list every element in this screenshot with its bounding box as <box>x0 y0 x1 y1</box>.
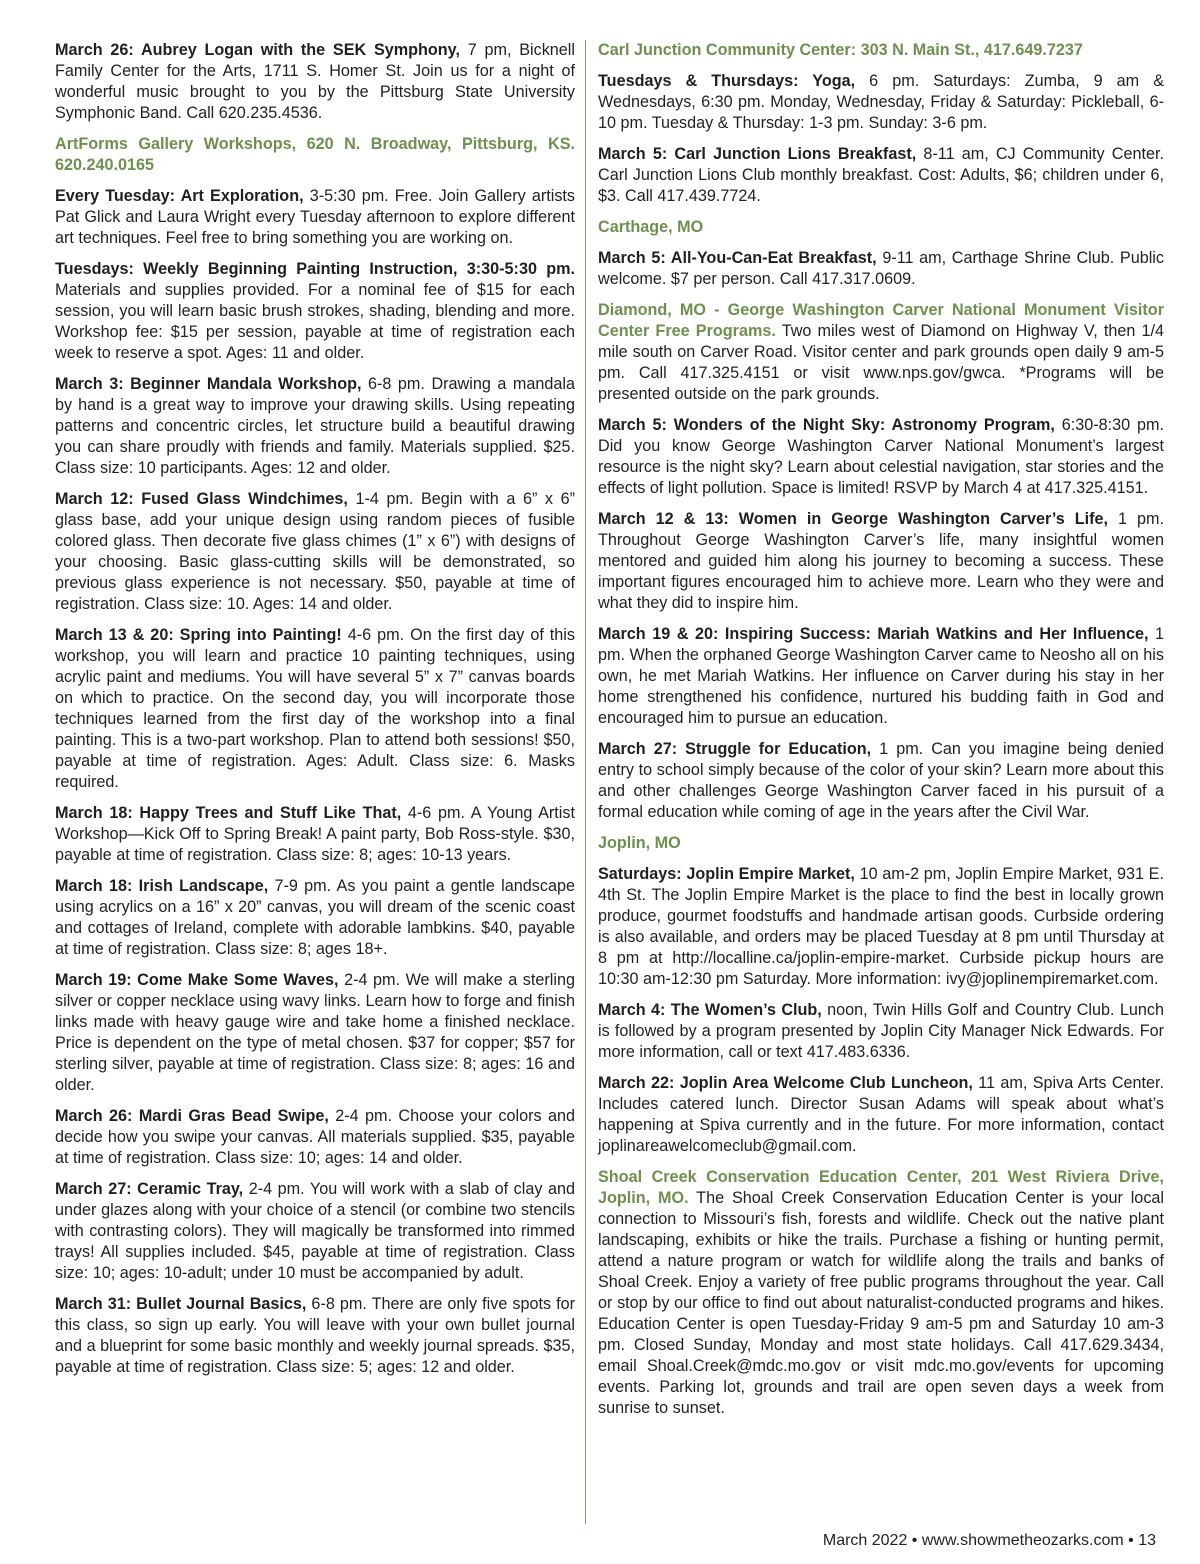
venue-title: Diamond, MO - George Washington Carver National Monument Visitor Center Free Programs. <box>598 301 1164 340</box>
venue-heading <box>598 1167 1164 1419</box>
event-title: March 18: Irish Landscape, <box>55 877 269 895</box>
venue-title: Carthage, MO <box>598 218 704 236</box>
event-title: Saturdays: Joplin Empire Market, <box>598 865 855 883</box>
venue-heading <box>598 833 1164 854</box>
event-body: 6 pm. Saturdays: Zumba, 9 am & Wednesdays, 6:30 pm. Monday, Wednesday, Friday & Saturday: Pickleball, 6-10 pm. Tuesday & Thursday: 1-3 pm. Sunday: 3-6 pm. <box>598 72 1164 132</box>
event-title: March 5: All-You-Can-Eat Breakfast, <box>598 249 877 267</box>
event-body: 6:30-8:30 pm. Did you know George Washington Carver National Monument’s largest resource is the night sky? Learn about celestial navigation, star stories and the effects of light pollution. Space is limited! RSVP by March 4 at 417.325.4151. <box>598 416 1164 497</box>
event-title: Tuesdays: Weekly Beginning Painting Instruction, 3:30-5:30 pm. <box>55 260 575 278</box>
event-title: March 18: Happy Trees and Stuff Like That, <box>55 804 402 822</box>
event-entry <box>598 509 1164 614</box>
event-body: Materials and supplies provided. For a nominal fee of $15 for each session, you will learn basic brush strokes, shading, blending and more. Workshop fee: $15 per session, payable at time of registration each week to reserve a spot. Ages: 11 and older. <box>55 281 575 362</box>
event-entry <box>598 71 1164 134</box>
venue-title: Carl Junction Community Center: 303 N. Main St., 417.649.7237 <box>598 41 1083 59</box>
event-entry <box>598 248 1164 290</box>
event-entry <box>55 876 575 960</box>
event-entry <box>598 624 1164 729</box>
event-title: Tuesdays & Thursdays: Yoga, <box>598 72 856 90</box>
event-title: March 5: Wonders of the Night Sky: Astronomy Program, <box>598 416 1055 434</box>
event-entry <box>55 803 575 866</box>
venue-title: Joplin, MO <box>598 834 681 852</box>
left-column <box>55 40 575 1388</box>
event-body: 3-5:30 pm. Free. Join Gallery artists Pat Glick and Laura Wright every Tuesday afternoon to explore different art techniques. Feel free to bring something you are working on. <box>55 187 575 247</box>
event-body: 7 pm, Bicknell Family Center for the Arts, 1711 S. Homer St. Join us for a night of wonderful music brought to you by the Pittsburg State University Symphonic Band. Call 620.235.4536. <box>55 41 575 122</box>
footer-site-link[interactable]: www.showmetheozarks.com <box>921 1532 1124 1549</box>
venue-title: ArtForms Gallery Workshops, 620 N. Broadway, Pittsburg, KS. 620.240.0165 <box>55 135 575 174</box>
event-body: 6-8 pm. There are only five spots for this class, so sign up early. You will leave with your own bullet journal and a blueprint for some basic monthly and weekly journal spreads. $35, payable at time of registration. Class size: 5; ages: 12 and older. <box>55 1295 575 1376</box>
event-entry <box>55 1294 575 1378</box>
event-title: March 19: Come Make Some Waves, <box>55 971 339 989</box>
event-title: March 27: Struggle for Education, <box>598 740 872 758</box>
event-body: 1 pm. Throughout George Washington Carver’s life, many insightful women mentored and guided him along his journey to becoming a success. These important figures encouraged him to achieve more. Learn who they were and what they did to inspire him. <box>598 510 1165 612</box>
event-entry <box>598 415 1164 499</box>
event-title: March 12: Fused Glass Windchimes, <box>55 490 348 508</box>
event-body: 6-8 pm. Drawing a mandala by hand is a great way to improve your drawing skills. Using repeating patterns and concentric circles, let structure build a beautiful drawing you can share proudly with friends and family. Materials supplied. $25. Class size: 10 participants. Ages: 12 and older. <box>55 375 575 477</box>
event-title: March 27: Ceramic Tray, <box>55 1180 244 1198</box>
event-title: March 19 & 20: Inspiring Success: Mariah Watkins and Her Influence, <box>598 625 1149 643</box>
event-title: March 5: Carl Junction Lions Breakfast, <box>598 145 917 163</box>
event-title: March 4: The Women’s Club, <box>598 1001 822 1019</box>
event-entry <box>55 489 575 615</box>
event-body: 4-6 pm. On the first day of this workshop, you will learn and practice 10 painting techniques, using acrylic paint and mediums. You will have several 5” x 7” canvas boards on which to practice. On the second day, you will incorporate those techniques learned from the first day of the workshop into a final painting. This is a two-part workshop. Plan to attend both sessions! $50, payable at time of registration. Ages: Adult. Class size: 6. Masks required. <box>55 626 575 791</box>
venue-body: Two miles west of Diamond on Highway V, then 1/4 mile south on Carver Road. Visitor center and park grounds open daily 9 am-5 pm. Call 417.325.4151 or visit www.nps.gov/gwca. *Programs will be presented outside on the park grounds. <box>598 322 1165 403</box>
event-title: Every Tuesday: Art Exploration, <box>55 187 304 205</box>
footer-separator: • <box>1123 1532 1139 1549</box>
venue-body: The Shoal Creek Conservation Education Center is your local connection to Missouri’s fish, forests and wildlife. Check out the native plant landscaping, exhibits or hike the trails. Purchase a fishing or hunting permit, attend a nature program or watch for wildlife along the trails and banks of Shoal Creek. Enjoy a variety of free public programs throughout the year. Call or stop by our office to find out about naturalist-conducted programs and hikes. Education Center is open Tuesday-Friday 9 am-5 pm and Saturday 10 am-3 pm. Closed Sunday, Monday and most state holidays. Call 417.629.3434, email Shoal.Creek@mdc.mo.gov or visit mdc.mo.gov/events for upcoming events. Parking lot, grounds and trail are open seven days a week from sunrise to sunset. <box>598 1189 1165 1417</box>
event-body: 1 pm. Can you imagine being denied entry to school simply because of the color of your skin? Learn more about this and other challenges George Washington Carver faced in his pursuit of a formal education while coming of age in the years after the Civil War. <box>598 740 1164 821</box>
event-body: 8-11 am, CJ Community Center. Carl Junction Lions Club monthly breakfast. Cost: Adults, $6; children under 6, $3. Call 417.439.7724. <box>598 145 1164 205</box>
page-number: 13 <box>1138 1532 1156 1549</box>
footer-separator: • <box>907 1532 922 1549</box>
event-entry <box>598 1073 1164 1157</box>
event-body: 2-4 pm. We will make a sterling silver or copper necklace using wavy links. Learn how to forge and finish links made with heavy gauge wire and take home a finished necklace. Price is dependent on the type of metal chosen. $37 for copper; $57 for sterling silver, payable at time of registration. Class size: 8; ages: 16 and older. <box>55 971 575 1094</box>
event-entry <box>598 739 1164 823</box>
event-body: 11 am, Spiva Arts Center. Includes catered lunch. Director Susan Adams will speak about what’s happening at Spiva currently and in the future. For more information, contact joplinareawelcomeclub@gmail.com. <box>598 1074 1165 1155</box>
venue-title: Shoal Creek Conservation Education Center, 201 West Riviera Drive, Joplin, MO. <box>598 1168 1164 1207</box>
event-body: 4-6 pm. A Young Artist Workshop—Kick Off to Spring Break! A paint party, Bob Ross-style. $30, payable at time of registration. Class size: 8; ages: 10-13 years. <box>55 804 575 864</box>
event-body: 9-11 am, Carthage Shrine Club. Public welcome. $7 per person. Call 417.317.0609. <box>598 249 1164 288</box>
venue-heading <box>55 134 575 176</box>
column-divider <box>585 40 586 1524</box>
event-title: March 22: Joplin Area Welcome Club Luncheon, <box>598 1074 973 1092</box>
event-body: 1 pm. When the orphaned George Washington Carver came to Neosho all on his own, he met Mariah Watkins. Her influence on Carver during his stay in her home strengthened his confidence, nurtured his budding faith in God and encouraged him to pursue an education. <box>598 625 1164 727</box>
event-title: March 12 & 13: Women in George Washington Carver’s Life, <box>598 510 1109 528</box>
event-entry <box>55 374 575 479</box>
event-body: noon, Twin Hills Golf and Country Club. Lunch is followed by a program presented by Joplin City Manager Nick Edwards. For more information, call or text 417.483.6336. <box>598 1001 1164 1061</box>
event-entry <box>598 1000 1164 1063</box>
event-entry <box>55 625 575 793</box>
venue-heading <box>598 300 1164 405</box>
event-title: March 26: Mardi Gras Bead Swipe, <box>55 1107 329 1125</box>
page-footer <box>823 1532 1156 1550</box>
event-entry <box>598 864 1164 990</box>
event-title: March 13 & 20: Spring into Painting! <box>55 626 342 644</box>
event-title: March 3: Beginner Mandala Workshop, <box>55 375 362 393</box>
venue-heading <box>598 217 1164 238</box>
event-body: 1-4 pm. Begin with a 6” x 6” glass base, add your unique design using random pieces of fusible colored glass. Then decorate five glass chimes (1” x 6”) with designs of your choosing. Basic glass-cutting skills will be demonstrated, so previous glass experience is not necessary. $50, payable at time of registration. Class size: 10. Ages: 14 and older. <box>55 490 575 613</box>
event-body: 2-4 pm. You will work with a slab of clay and under glazes along with your choice of a stencil (or combine two stencils with contrasting colors). They will magically be transformed into rimmed trays! All supplies included. $45, payable at time of registration. Class size: 10; ages: 10-adult; under 10 must be accompanied by adult. <box>55 1180 575 1282</box>
event-entry <box>55 1106 575 1169</box>
event-entry <box>55 970 575 1096</box>
event-entry <box>55 1179 575 1284</box>
event-body: 7-9 pm. As you paint a gentle landscape using acrylics on a 16” x 20” canvas, you will dream of the scenic coast and cottages of Ireland, complete with adorable lambkins. $40, payable at time of registration. Class size: 8; ages 18+. <box>55 877 575 958</box>
event-body: 10 am-2 pm, Joplin Empire Market, 931 E. 4th St. The Joplin Empire Market is the place to find the best in locally grown produce, gourmet foodstuffs and handmade artisan goods. Curbside ordering is also available, and orders may be placed Tuesday at 8 pm until Thursday at 8 pm at http://localline.ca/joplin-empire-market. Curbside pickup hours are 10:30 am-12:30 pm Saturday. More information: ivy@joplinempiremarket.com. <box>598 865 1164 988</box>
right-column <box>598 40 1164 1429</box>
footer-date: March 2022 <box>822 1532 908 1549</box>
event-title: March 31: Bullet Journal Basics, <box>55 1295 307 1313</box>
event-title: March 26: Aubrey Logan with the SEK Symphony, <box>55 41 460 59</box>
event-entry <box>55 40 575 124</box>
event-entry <box>55 186 575 249</box>
venue-heading <box>598 40 1164 61</box>
event-entry <box>598 144 1164 207</box>
event-entry <box>55 259 575 364</box>
event-body: 2-4 pm. Choose your colors and decide how you swipe your canvas. All materials supplied. $35, payable at time of registration. Class size: 10; ages: 14 and older. <box>55 1107 575 1167</box>
